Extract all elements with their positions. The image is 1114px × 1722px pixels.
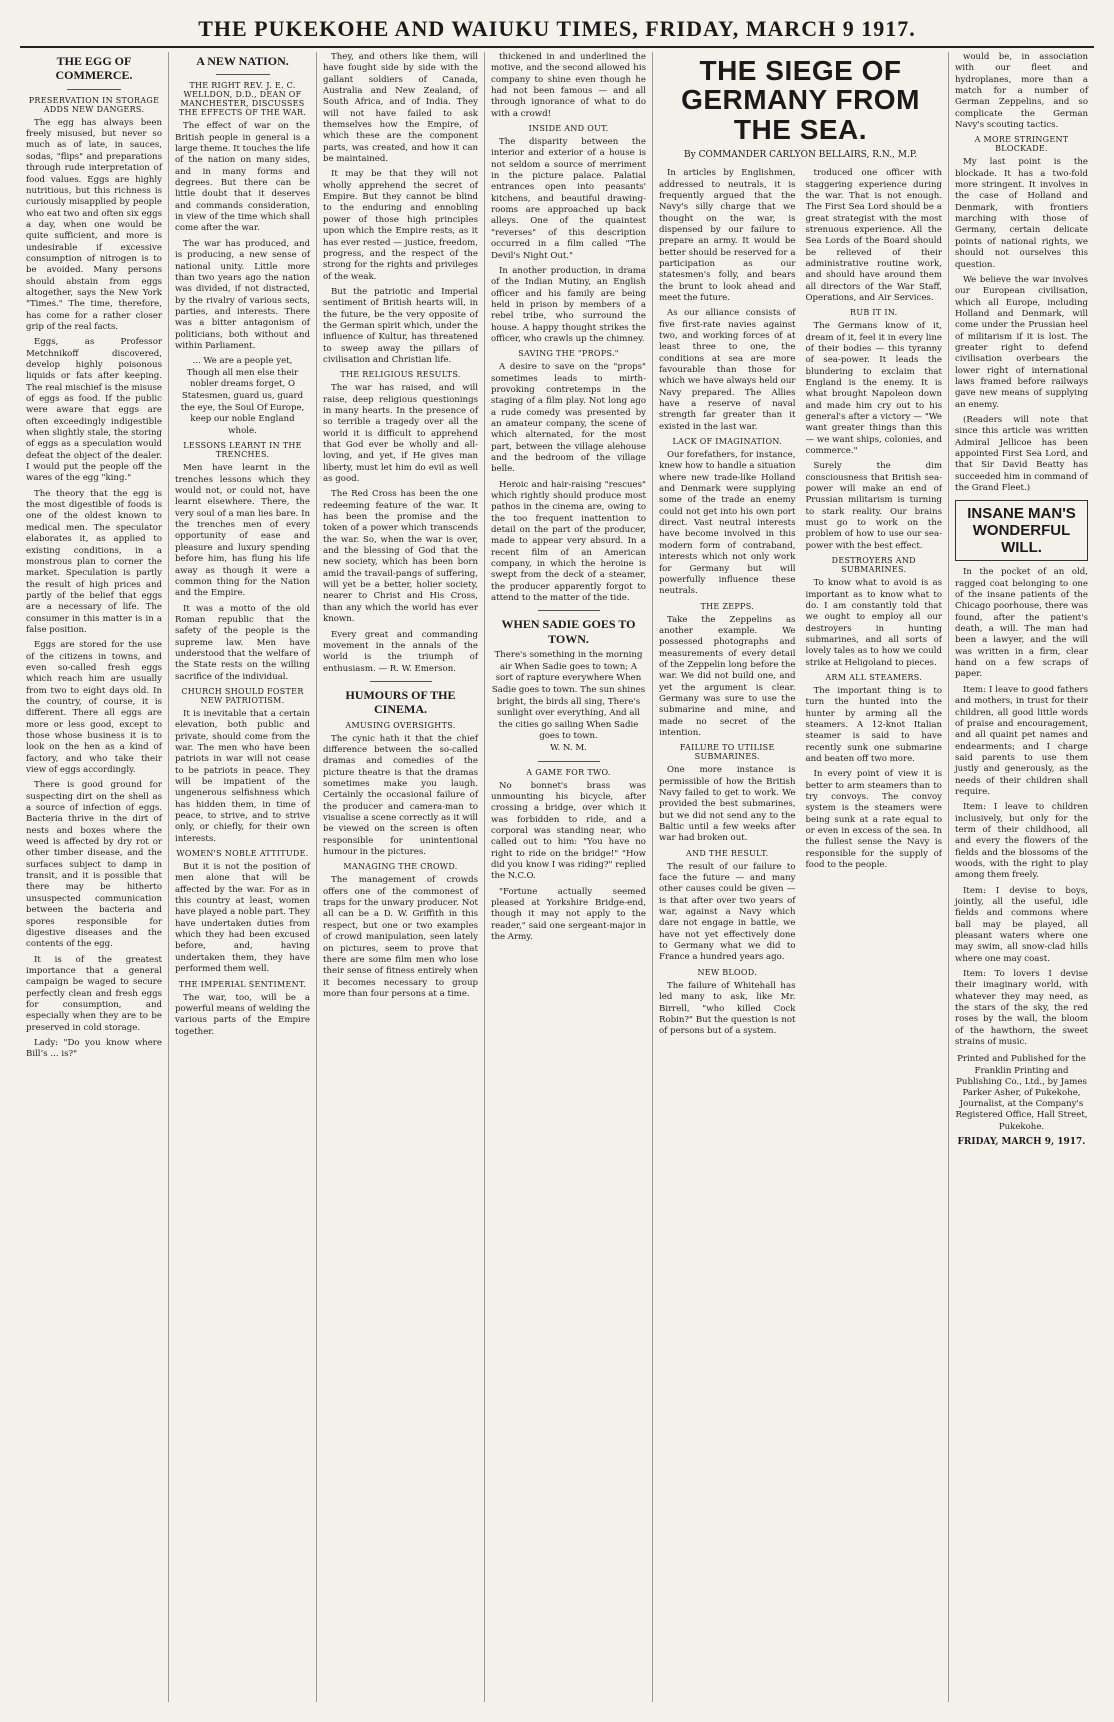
section-subheadline: DESTROYERS AND SUBMARINES. [831, 556, 916, 575]
paragraph: In another production, in drama of the Indian Mutiny, an English officer and his family are being held in prison by members of a rebel tribe, who surround the house. A happy thought strikes the officer, who crawls up the chimney. [491, 265, 646, 344]
paragraph: The failure of Whitehall has led many to ask, like Mr. Birrell, "who killed Cock Robin?" But the question is not of persons but of a system. [659, 980, 796, 1037]
paragraph: Heroic and hair-raising "rescues" which rightly should produce most pathos in the cinema are, owing to the too frequent inattention to detail on the part of the producer, made to appear very absurd. In a recent film of an American company, in which the heroine is swept from the deck of a steamer, the producer apparently forgot to attend to the matter of the tide. [491, 479, 646, 604]
divider [538, 761, 600, 762]
section-subheadline: NEW BLOOD. [697, 967, 758, 977]
paragraph: My last point is the blockade. It has a two-fold more stringent. It involves in the case of Holland and Denmark, with frontiers marching with those of Germany, certain delicate points of national rights, we should not ourselves this question. [955, 157, 1088, 270]
paragraph: The war, too, will be a powerful means of welding the various parts of the Empire together. [175, 992, 310, 1037]
article-subheadline: THE RIGHT REV. J. E. C. WELLDON, D.D., DEAN OF MANCHESTER, DISCUSSES THE EFFECTS OF THE WAR. [178, 81, 307, 118]
masthead [20, 12, 1094, 48]
paragraph: Every great and commanding movement in the annals of the world is the triumph of enthusiasm. — R. W. Emerson. [323, 629, 478, 674]
two-column-body [659, 168, 942, 1041]
paragraph: Item: I leave to children inclusively, but only for the term of their childhood, all and every the flowers of the fields and the blossoms of the woods, with the right to play among them freely. [955, 802, 1088, 881]
paragraph: Lady: "Do you know where Bill’s ... is?" [26, 1037, 162, 1060]
paragraph: One more instance is permissible of how the British Navy failed to get to work. We provided the best submarines, but we did not send any to the Baltic until a few weeks after war had broken out. [659, 765, 796, 844]
paragraph: But the patriotic and Imperial sentiment of British hearts will, in the future, be the very opposite of the German spirit which, under the influence of Kultur, has threatened to sweep away the pillars of civilisation and Christian life. [323, 286, 478, 365]
divider [538, 610, 600, 611]
article-headline-new-nation: A NEW NATION. [196, 54, 289, 68]
column-2 [168, 52, 316, 1702]
paragraph: The egg has always been freely misused, but never so much as of late, in sauces, sodas, "flips" and preparations through rude interpretation of food values. Eggs are highly nutritious, but this richness is curiously misapplied by people who eat two and often six eggs a day, when one would be quite sufficient, and more is undesirable if excessive consumption of nitrogen is to be avoided. Many persons should abstain from eggs altogether, says the New York "Times." The time, therefore, has come for a rather closer grip of the real facts. [26, 117, 162, 332]
paragraph: Eggs are stored for the use of the citizens in towns, and even so-called fresh eggs which reach him are usually from two to eight days old. In the country, of course, it is different. There all eggs are more or less good, except to those whose business it is to look on the hen as a kind of factory, and who take their view of eggs accordingly. [26, 640, 162, 776]
editor-note: (Readers will note that since this article was written Admiral Jellicoe has been appointed First Sea Lord, and that Sir David Beatty has succeeded him in command of the Grand Fleet.) [955, 414, 1088, 494]
paragraph: We believe the war involves our European civilisation, which all Europe, including Holland and Denmark, will come under the Prussian heel of militarism if it is lost. The greater right to defend civilisation overbears the lower right of international laws framed before railways gave new means of supplying an enemy. [955, 274, 1088, 410]
byline: By COMMANDER CARLYON BELLAIRS, R.N., M.P. [684, 150, 917, 161]
section-subheadline: THE ZEPPS. [700, 601, 755, 611]
paragraph: In every point of view it is better to arm steamers than to try convoys. The convoy system is the steamers were being sunk at a rate equal to or even in excess of the sea. In the fullest sense the Navy is responsible for the supply of food to the people. [805, 769, 942, 871]
paragraph: It is of the greatest importance that a general campaign be waged to secure perfectly clean and fresh eggs for consumption, and especially when they are to be preserved in cold storage. [26, 954, 162, 1033]
section-subheadline: ARM ALL STEAMERS. [825, 672, 923, 682]
paragraph: Our forefathers, for instance, knew how to handle a situation where new trade-like Holland and Denmark were supplying some of the trade an enemy could not get into his own port direct. Vast neutral interests have become involved in this modern form of contraband, interests which not only work for Germany but will powerfully influence these neutrals. [659, 450, 796, 597]
paragraph: In articles by Englishmen, addressed to neutrals, it is frequently argued that the Navy's silly charge that we thought on the war, is dispensed by our failure to prepare an army. It would be better should be reserved for a participation as our statesmen's folly, and bears the brunt to look ahead and meet the future. [659, 168, 796, 303]
article-subheadline: PRESERVATION IN STORAGE ADDS NEW DANGERS. [28, 95, 160, 114]
paragraph: In the pocket of an old, ragged coat belonging to one of the insane patients of the Chicago poorhouse, there was found, after the patient's death, a will. The man had been a lawyer, and the will was written in a firm, clear hand on a few scraps of paper. [955, 567, 1088, 680]
paragraph: The effect of war on the British people in general is a large theme. It touches the life of the nation on many sides, and in many forms and degrees. But there can be little doubt that it deserves and commands consideration, in view of the time which shall come after the war. [175, 121, 310, 234]
paragraph: Item: To lovers I devise their imaginary world, with whatever they may need, as the stars of the sky, the red roses by the wall, the bloom of the hawthorn, the sweet strains of music. [955, 969, 1088, 1048]
paragraph: The war has produced, and is producing, a new sense of national unity. Little more than two years ago the nation was divided, if not distracted, by the rivalry of various sects, parties, and interests. There was a bitter antagonism of politicians, both without and within Parliament. [175, 238, 310, 351]
section-subheadline: RUB IT IN. [850, 308, 898, 318]
article-headline-egg-of-commerce: THE EGG OF COMMERCE. [55, 54, 133, 83]
verse-quote: ... We are a people yet, Though all men else their nobler dreams forget, O Statesmen, guard us, guard the eye, the Soul Of Europe, keep our noble England whole. [180, 356, 305, 436]
paragraph: "Fortune actually seemed pleased at Yorkshire Bridge-end, though it may not apply to the reader," said one sergeant-major in the Army. [491, 886, 646, 943]
column-5-siege-of-germany [652, 52, 948, 1702]
paragraph: There is good ground for suspecting dirt on the shell as a source of infection of eggs. Bacteria thrive in the dirt of nests and boxes where the weed is affected by dry rot or other timber disease, and the surfaces subject to damp in transit, and it is possible that there may be hitherto unsuspected communication between the bacteria and spores responsible for digestive diseases and the contents of the egg. [26, 780, 162, 950]
paragraph: It may be that they will not wholly apprehend the secret of Empire. But they cannot be blind to the enduring and ennobling power of those high principles upon which the Empire rests, as it has ever rested — justice, freedom, progress, and the respect of the strong for the rights and privileges of the weak. [323, 169, 478, 282]
column-6 [948, 52, 1094, 1702]
paragraph: Item: I leave to good fathers and mothers, in trust for their children, all good little words of praise and encouragement, and all quaint pet names and endearments; and I charge said parents to use them justly and generously, as the needs of their children shall require. [955, 684, 1088, 797]
column-3 [316, 52, 484, 1702]
column-1 [20, 52, 168, 1702]
paragraph: It was a motto of the old Roman republic that the safety of the people is the supreme law. Men have understood that the welfare of the State rests on the willing sacrifice of the individual. [175, 603, 310, 682]
paragraph: To know what to avoid is as important as to know what to do. I am constantly told that we ought to employ all our destroyers in hunting submarines, and all sorts of lovely tales as to how we could strike at Heligoland to pieces. [805, 578, 942, 668]
section-subheadline: THE IMPERIAL SENTIMENT. [178, 979, 307, 989]
article-headline-when-sadie-goes-to-town: WHEN SADIE GOES TO TOWN. [501, 617, 636, 646]
section-subheadline: FAILURE TO UTILISE SUBMARINES. [679, 743, 775, 762]
paragraph: The war has raised, and will raise, deep religious questionings in many hearts. In the presence of so terrible a tragedy over all the world it is difficult to apprehend that God ever be wholly and all-loving, and yet, if He gives man liberty, must let him do evil as well as good. [323, 383, 478, 485]
poem: There's something in the morning air When Sadie goes to town; A sort of rapture everywhere When Sadie goes to town. The sun shines bright, the birds all sing, There's sunlight over everything, And all the cities go sailing When Sadie goes to town. [491, 650, 646, 742]
paragraph: troduced one officer with staggering experience during the war. That is not enough. The First Sea Lord should be a great strategist with the most strenuous experience. All the Sea Lords of the Board should be relieved of their administrative routine work, and should have around them all directors of the War Staff, Operations, and Air Services. [805, 168, 942, 303]
section-subheadline: LESSONS LEARNT IN THE TRENCHES. [183, 441, 302, 460]
article-subheadline: AMUSING OVERSIGHTS. [345, 720, 456, 730]
section-subheadline: CHURCH SHOULD FOSTER NEW PATRIOTISM. [181, 686, 304, 705]
paragraph: Men have learnt in the trenches lessons which they would not, or could not, have learnt elsewhere. There, the very soul of a man lies bare. In the trenches men of every opportunity of ease and pleasure and luxury spending before him, has flung his life away as though it were a common thing for the Nation and the Empire. [175, 463, 310, 599]
masthead-title: THE PUKEKOHE AND WAIUKU TIMES, FRIDAY, MARCH 9 1917. [198, 16, 916, 41]
poem-signature: W. N. M. [550, 743, 587, 753]
divider [216, 74, 270, 75]
paragraph: The Red Cross has been the one redeeming feature of the war. It has been the promise and the token of a power which transcends the war. So, when the war is over, and the blessing of God that the new society, which has been born amid the travail-pangs of suffering, will yet be a better, holier society, nearer to Christ and His Cross, than any which the world has ever known. [323, 489, 478, 625]
paragraph: The management of crowds offers one of the commonest of traps for the unwary producer. Not all can be a D. W. Griffith in this respect, but one or two examples of crowd manipulation, seen lately on pictures, seem to prove that there are some film men who lose their sense of fitness entirely when it becomes necessary to group more than four persons at a time. [323, 875, 478, 999]
paragraph: thickened in and underlined the motive, and the second allowed his company to shine even though he had not been famous — and all through ignorance of what to do with a crowd! [491, 52, 646, 119]
paragraph: Item: I devise to boys, jointly, all the useful, idle fields and commons where ball may be played, all pleasant waters where one may swim, all snow-clad hills where one may coast. [955, 885, 1088, 964]
section-subheadline: THE RELIGIOUS RESULTS. [340, 370, 461, 380]
article-headline-insane-mans-will: INSANE MAN'S WONDERFUL WILL. [955, 500, 1088, 561]
issue-date: FRIDAY, MARCH 9, 1917. [957, 1136, 1086, 1147]
paragraph: No bonnet's brass was unmounting his bicycle, after crossing a bridge, over which it was forbidden to ride, and a corporal was standing near, who called out to him: "You have no right to ride on the bridge!" "How did you know I was riding?" replied the N.C.O. [491, 780, 646, 882]
divider [370, 681, 432, 682]
publisher-imprint: Printed and Published for the Franklin Printing and Publishing Co., Ltd., by James Parker Asher, of Pukekohe, Journalist, at the Company's Registered Office, Hall Street, Pukekohe. [955, 1054, 1088, 1132]
paragraph: The disparity between the interior and exterior of a house is not seldom a source of merriment in the picture palace. Palatial entrances open into peasants' kitchens, and beautiful drawing-rooms are approached up back alleys. One of the quaintest "reverses" of this description occurred in a film called "The Devil's Night Out." [491, 137, 646, 261]
paragraph: Take the Zeppelins as another example. We possessed photographs and measurements of every detail of the Zeppelin long before the war. We did not build one, and yet the argument is clear. Germany was sure to use the submarine and mine, and made no secret of the intention. [659, 614, 796, 738]
section-subheadline: MANAGING THE CROWD. [343, 862, 458, 872]
paragraph: It is inevitable that a certain elevation, both public and private, should come from the war. The men who have been patriots in war will not cease to be patriots in peace. They will be impatient of the ungenerous selfishness which has hidden them, in time of peace, to strive, and to strive only, or chiefly, for their own interests. [175, 708, 310, 844]
paragraph: As our alliance consists of five first-rate navies against two, and working forces of at least three to one, the conditions at sea are more favourable than those for which we have always held our Navy prepared. The Allies have a reserve of naval strength far greater than it existed in the last war. [659, 308, 796, 432]
divider [67, 89, 121, 90]
paragraph: The cynic hath it that the chief difference between the so-called dramas and comedies of the picture theatre is that the dramas sometimes make you laugh. Certainly the occasional failure of the producer and camera-man to visualise a scene correctly as it will be viewed on the screen is often responsible for unintentional humour in the pictures. [323, 733, 478, 858]
paragraph: They, and others like them, will have fought side by side with the gallant soldiers of Canada, Australia and New Zealand, of South Africa, and of India. They will not have failed to ask themselves how the Empire, of which these are the component parts, was created, and how it can be maintained. [323, 52, 478, 165]
paragraph: The theory that the egg is the most digestible of foods is one of the oldest known to medical men. The speculator elaborates it, as applied to existing conditions, in a monstrous plan to corner the market. Speculation is partly the result of high prices and partly of the belief that eggs are a necessary of life. The consumer in this matter is in a false position. [26, 488, 162, 635]
paragraph: Surely the dim consciousness that British sea-power will make an end of Prussian militarism is turning to stark reality. Our brains must go to work on the problem of how to use our sea-power with the best effect. [805, 461, 942, 551]
paragraph: would be, in association with our fleet and hydroplanes, more than a match for a number of German Zeppelins, and so complicate the German Navy's scouting tactics. [955, 52, 1088, 131]
paragraph: A desire to save on the "props" sometimes leads to mirth-provoking contretemps in the staging of a film play. Not long ago a rude comedy was presented by an amateur company, the scene of which alternated, for the most part, between the village alehouse and the bedroom of the village belle. [491, 362, 646, 475]
siege-left-column [659, 168, 796, 1041]
siege-right-column [806, 168, 943, 1041]
paragraph: Eggs, as Professor Metchnikoff discovered, develop highly poisonous liquids or fats after keeping. The real mischief is the misuse of eggs as food. If the public were aware that eggs are often exceedingly indigestible when slightly stale, the storing of eggs as a speculation would defeat the object of the dealer. I would put the people off the wares of the egg "king." [26, 337, 162, 484]
section-subheadline: INSIDE AND OUT. [528, 124, 609, 134]
paragraph: The result of our failure to face the future — and many other causes could be given — is that after over two years of war, against a Navy which dare not engage in battle, we have not yet effectively done to Germany what we did to France a hundred years ago. [659, 861, 796, 963]
article-headline-game-for-two: A GAME FOR TWO. [526, 767, 611, 777]
paragraph: But it is not the position of men alone that will be affected by the war. For as in this country at least, women have played a noble part. They have undertaken duties from which they had been excused before, and, having undertaken them, they have performed them well. [175, 862, 310, 975]
section-subheadline: WOMEN'S NOBLE ATTITUDE. [176, 849, 309, 859]
paragraph: The important thing is to turn the hunted into the hunter by arming all the steamers. A 12-knot Italian steamer is said to have recently sunk one submarine and beaten off two more. [805, 685, 942, 764]
section-subheadline: A MORE STRINGENT BLOCKADE. [974, 135, 1069, 154]
section-subheadline: LACK OF IMAGINATION. [672, 437, 782, 447]
article-headline-siege-of-germany: THE SIEGE OF GERMANY FROM THE SEA. [681, 55, 920, 145]
column-4 [484, 52, 652, 1702]
section-subheadline: SAVING THE "PROPS." [518, 349, 619, 359]
section-subheadline: AND THE RESULT. [686, 848, 769, 858]
paragraph: The Germans know of it, dream of it, feel it in every line of their bodies — this tyranny of sea-power. It leads the blundering to exclaim that England is the enemy. It is what brought Napoleon down and made him cry out to his general's after a victory — "We want greater things than this — we want ships, colonies, and commerce." [805, 321, 942, 457]
article-headline-humours-of-cinema: HUMOURS OF THE CINEMA. [345, 687, 456, 717]
